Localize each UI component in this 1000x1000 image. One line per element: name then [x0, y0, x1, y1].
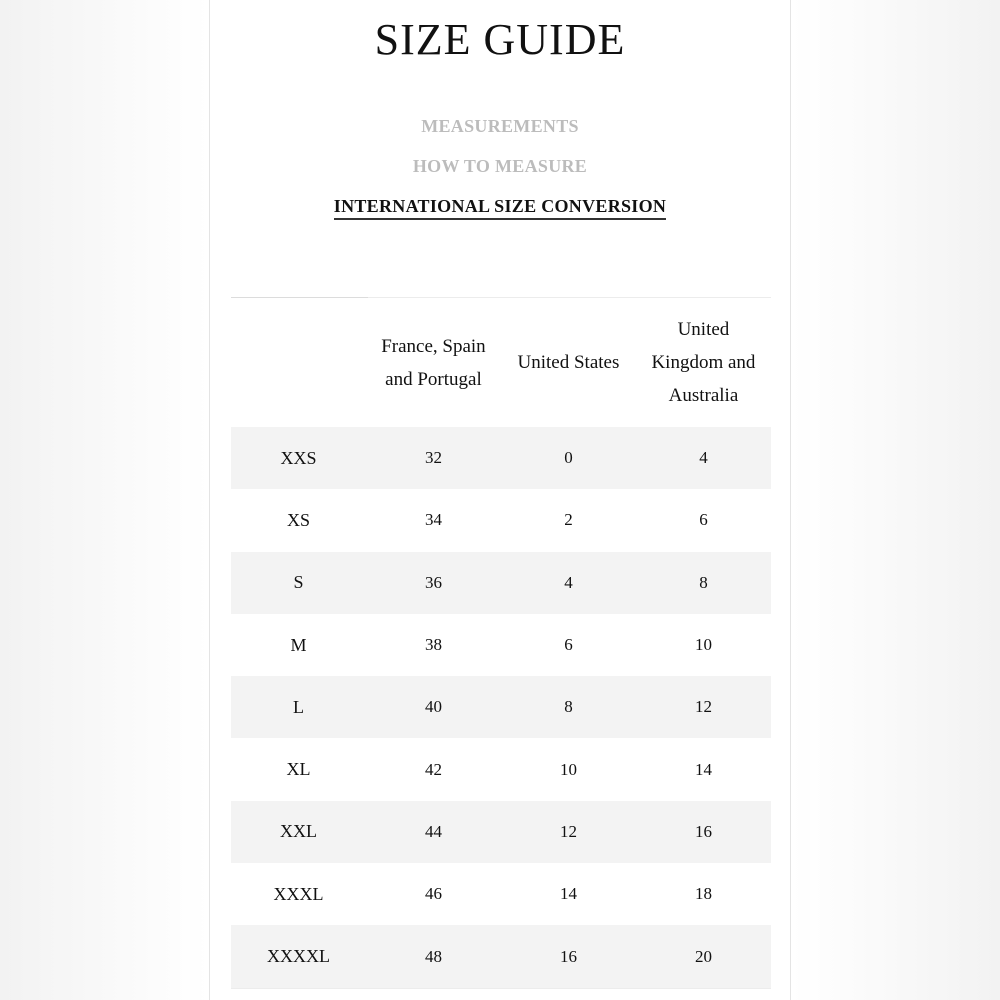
cell-france-spain-portugal: 44 [425, 821, 442, 841]
table-row [231, 489, 771, 551]
cell-uk-australia: 8 [699, 572, 708, 592]
tab-how-to-measure[interactable] [210, 146, 790, 186]
cell-uk-australia: 16 [695, 821, 712, 841]
cell-uk-australia: 6 [699, 510, 708, 530]
cell-united-states: 6 [564, 635, 573, 655]
cell-size: XXXXL [267, 946, 330, 967]
cell-france-spain-portugal: 46 [425, 884, 442, 904]
cell-size: XL [286, 759, 311, 780]
cell-uk-australia: 12 [695, 697, 712, 717]
cell-united-states: 0 [564, 448, 573, 468]
cell-united-states: 8 [564, 697, 573, 717]
cell-uk-australia: 20 [695, 946, 712, 966]
cell-size: L [293, 696, 304, 717]
tab-how-to-measure-label: HOW TO MEASURE [412, 156, 588, 176]
table-row [231, 614, 771, 676]
cell-france-spain-portugal: 34 [425, 510, 442, 530]
tab-measurements-label: MEASUREMENTS [421, 116, 579, 136]
table-header-row [231, 298, 771, 427]
tab-measurements[interactable] [210, 106, 790, 146]
table-row [231, 427, 771, 489]
table-body [231, 427, 771, 988]
cell-size: XXL [280, 821, 317, 842]
cell-france-spain-portugal: 42 [425, 759, 442, 779]
cell-size: S [293, 572, 304, 593]
tab-international-size-conversion-label: INTERNATIONAL SIZE CONVERSION [334, 196, 666, 220]
size-guide-panel [209, 0, 791, 1000]
tab-international-size-conversion[interactable] [210, 186, 790, 226]
cell-united-states: 14 [560, 884, 577, 904]
cell-size: XXXL [273, 883, 324, 904]
cell-size: XS [286, 509, 310, 530]
cell-size: M [290, 634, 307, 655]
cell-uk-australia: 4 [699, 448, 708, 468]
table-bottom-divider [231, 988, 771, 989]
size-guide-tabs [210, 106, 790, 226]
cell-united-states: 4 [564, 572, 573, 592]
cell-united-states: 10 [560, 759, 577, 779]
page-title: SIZE GUIDE [374, 15, 626, 64]
cell-france-spain-portugal: 48 [425, 946, 442, 966]
cell-uk-australia: 14 [695, 759, 712, 779]
header-uk-australia: United Kingdom and Australia [651, 319, 756, 406]
header-france-spain-portugal: France, Spain and Portugal [381, 335, 486, 390]
cell-united-states: 12 [560, 821, 577, 841]
cell-size: XXS [280, 447, 317, 468]
table-row [231, 676, 771, 738]
cell-uk-australia: 18 [695, 884, 712, 904]
cell-france-spain-portugal: 36 [425, 572, 442, 592]
size-conversion-table [231, 298, 771, 988]
cell-france-spain-portugal: 40 [425, 697, 442, 717]
table-row [231, 863, 771, 925]
cell-france-spain-portugal: 38 [425, 635, 442, 655]
cell-france-spain-portugal: 32 [425, 448, 442, 468]
header-united-states: United States [517, 352, 620, 373]
cell-united-states: 2 [564, 510, 573, 530]
cell-uk-australia: 10 [695, 635, 712, 655]
table-row [231, 738, 771, 800]
cell-united-states: 16 [560, 946, 577, 966]
table-row [231, 925, 771, 987]
table-row [231, 801, 771, 863]
table-row [231, 552, 771, 614]
